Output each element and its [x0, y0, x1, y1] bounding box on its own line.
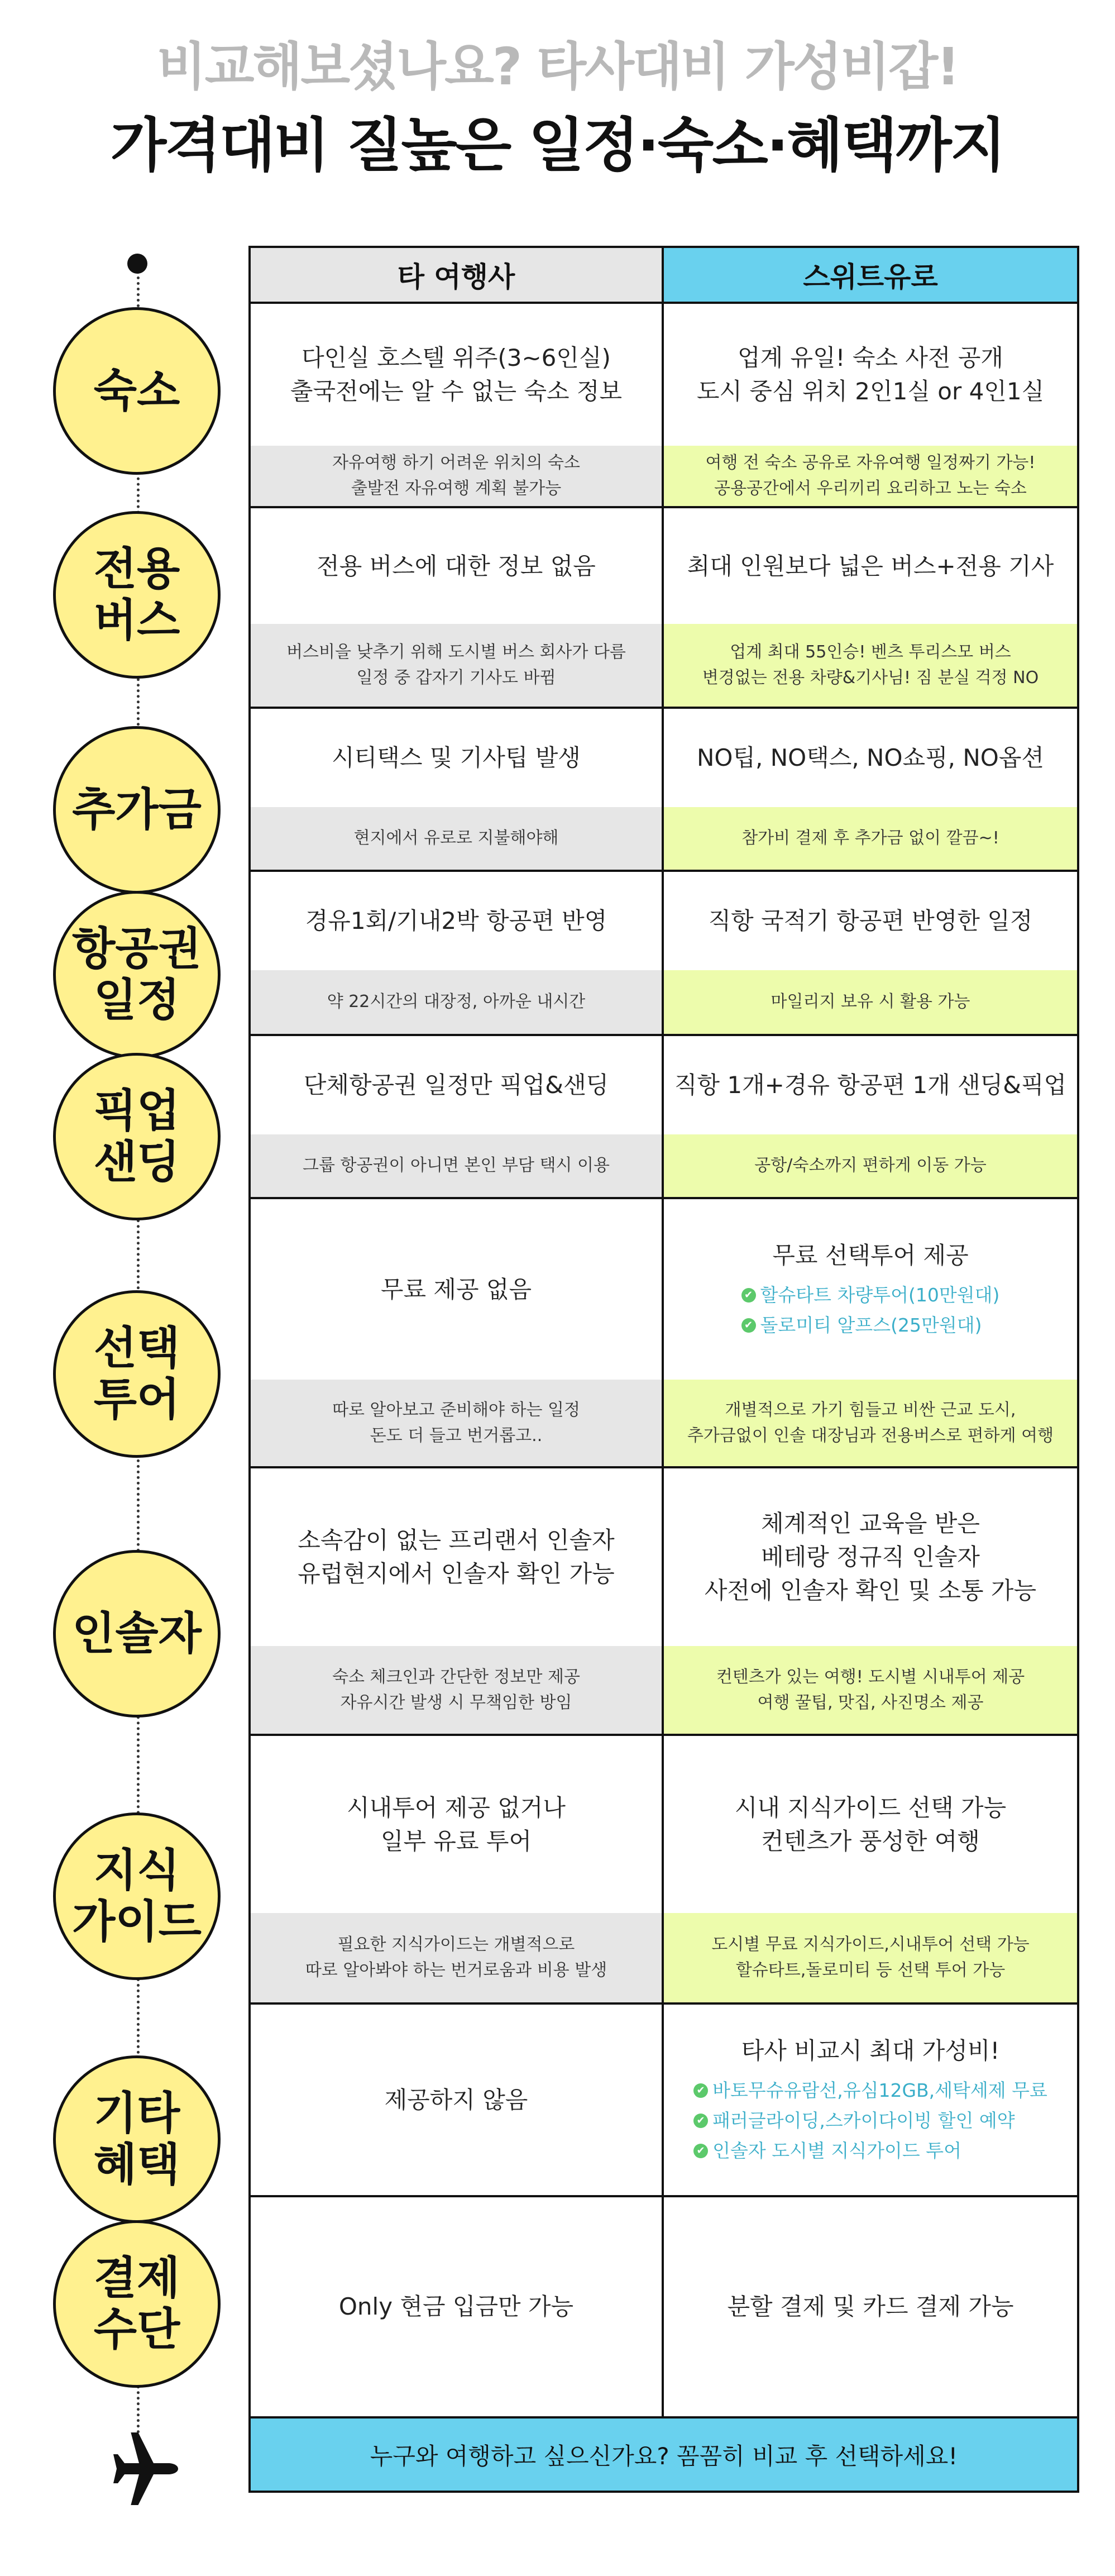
main-text-line: 제공하지 않음: [384, 2086, 528, 2114]
left-main-text: [251, 1199, 662, 1380]
column-header-sweeteuro: 스위트유로: [664, 248, 1077, 302]
left-detail-text: 따로 알아보고 준비해야 하는 일정 돈도 더 들고 번거롭고..: [251, 1380, 662, 1466]
right-main-text: [664, 1736, 1077, 1913]
timeline-start-dot: [127, 254, 147, 274]
category-circle: 숙소: [53, 307, 221, 475]
right-main-text: [664, 872, 1077, 970]
check-icon: ✔: [693, 2083, 708, 2098]
table-row: [251, 1466, 1077, 1734]
feature-text: 할슈타트 차량투어(10만원대): [760, 1284, 1000, 1306]
feature-item: [741, 1280, 1000, 1310]
sweeteuro-cell: [664, 1468, 1077, 1734]
left-main-text: [251, 2197, 662, 2416]
category-circle: 선택 투어: [53, 1290, 221, 1458]
left-main-text: [251, 872, 662, 970]
main-text-line: 도시 중심 위치 2인1실 or 4인1실: [696, 378, 1045, 405]
table-row: [251, 707, 1077, 870]
table-row: [251, 2002, 1077, 2195]
others-cell: [251, 1468, 664, 1734]
headline-subtitle: 비교해보셨나요? 타사대비 가성비갑!: [156, 37, 959, 97]
table-row: [251, 2195, 1077, 2416]
main-text-line: 출국전에는 알 수 없는 숙소 정보: [290, 378, 623, 405]
feature-text: 돌로미티 알프스(25만원대): [760, 1314, 982, 1336]
category-circle: 픽업 샌딩: [53, 1053, 221, 1220]
feature-text: 바토무슈유람선,유심12GB,세탁세제 무료: [712, 2079, 1047, 2101]
category-circle: 결제 수단: [53, 2220, 221, 2388]
others-cell: [251, 872, 664, 1034]
left-detail-text: 숙소 체크인과 간단한 정보만 제공 자유시간 발생 시 무책임한 방임: [251, 1646, 662, 1734]
feature-list: [741, 1280, 1000, 1341]
feature-item: [693, 2106, 1015, 2136]
main-text-line: 무료 제공 없음: [380, 1275, 532, 1303]
category-circle: 항공권 일정: [53, 891, 221, 1058]
sweeteuro-cell: [664, 2197, 1077, 2416]
others-cell: [251, 2005, 664, 2195]
feature-text: 패러글라이딩,스카이다이빙 할인 예약: [712, 2109, 1015, 2131]
left-main-text: [251, 304, 662, 446]
headline-title: 가격대비 질높은 일정·숙소·혜택까지: [110, 111, 1005, 179]
check-icon: ✔: [741, 1288, 756, 1303]
main-text-line: 컨텐츠가 풍성한 여행: [761, 1827, 980, 1855]
main-text-line: 직항 1개+경유 항공편 1개 샌딩&픽업: [674, 1071, 1067, 1099]
main-text-line: 베테랑 정규직 인솔자: [761, 1543, 980, 1571]
sweeteuro-cell: [664, 872, 1077, 1034]
main-text-line: 업계 유일! 숙소 사전 공개: [738, 344, 1003, 371]
main-text-line: 시내 지식가이드 선택 가능: [734, 1793, 1007, 1821]
sweeteuro-cell: [664, 1736, 1077, 2002]
category-circle: 지식 가이드: [53, 1812, 221, 1980]
left-main-text: [251, 1036, 662, 1134]
left-detail-text: 그룹 항공권이 아니면 본인 부담 택시 이용: [251, 1134, 662, 1197]
category-circle: 기타 혜택: [53, 2055, 221, 2223]
main-text-line: 전용 버스에 대한 정보 없음: [317, 552, 596, 580]
footer-banner: 누구와 여행하고 싶으신가요? 꼼꼼히 비교 후 선택하세요!: [251, 2416, 1077, 2491]
main-text-line: 경유1회/기내2박 항공편 반영: [305, 907, 607, 934]
sweeteuro-cell: [664, 2005, 1077, 2195]
table-row: [251, 1034, 1077, 1197]
feature-list: [693, 2076, 1047, 2166]
main-text-line: 직항 국적기 항공편 반영한 일정: [708, 907, 1033, 934]
left-main-text: [251, 1468, 662, 1646]
main-text-line: 유럽현지에서 인솔자 확인 가능: [298, 1560, 615, 1587]
left-main-text: [251, 709, 662, 807]
check-icon: ✔: [693, 2114, 708, 2128]
main-text-line: 시내투어 제공 없거나: [347, 1793, 566, 1821]
main-text-line: NO팁, NO택스, NO쇼핑, NO옵션: [696, 744, 1044, 771]
left-detail-text: 필요한 지식가이드는 개별적으로 따로 알아봐야 하는 번거로움과 비용 발생: [251, 1913, 662, 2002]
main-text-line: 타사 비교시 최대 가성비!: [741, 2036, 1000, 2064]
left-detail-text: 현지에서 유로로 지불해야해: [251, 807, 662, 870]
left-main-text: [251, 2005, 662, 2195]
left-main-text: [251, 508, 662, 624]
others-cell: [251, 304, 664, 506]
right-detail-text: 컨텐츠가 있는 여행! 도시별 시내투어 제공 여행 꿀팁, 맛집, 사진명소 제공: [664, 1646, 1077, 1734]
left-detail-text: 자유여행 하기 어려운 위치의 숙소 출발전 자유여행 계획 불가능: [251, 446, 662, 506]
left-detail-text: 약 22시간의 대장정, 아까운 내시간: [251, 970, 662, 1034]
main-text-line: 사전에 인솔자 확인 및 소통 가능: [704, 1577, 1037, 1604]
category-circle: 인솔자: [53, 1550, 221, 1718]
main-text-line: 체계적인 교육을 받은: [761, 1510, 980, 1537]
table-row: [251, 870, 1077, 1034]
others-cell: [251, 1736, 664, 2002]
others-cell: [251, 709, 664, 870]
main-text-line: 최대 인원보다 넓은 버스+전용 기사: [687, 552, 1054, 580]
category-circle: 전용 버스: [53, 511, 221, 679]
left-main-text: [251, 1736, 662, 1913]
check-icon: ✔: [693, 2144, 708, 2158]
right-detail-text: 개별적으로 가기 힘들고 비싼 근교 도시, 추가금없이 인솔 대장님과 전용버스로 편하게 여행: [664, 1380, 1077, 1466]
main-text-line: Only 현금 입금만 가능: [338, 2293, 574, 2320]
column-header-others: 타 여행사: [251, 248, 664, 302]
feature-item: [693, 2136, 961, 2166]
feature-text: 인솔자 도시별 지식가이드 투어: [712, 2139, 961, 2162]
sweeteuro-cell: [664, 709, 1077, 870]
comparison-table: [248, 246, 1079, 2493]
category-circle: 추가금: [53, 726, 221, 894]
right-detail-text: 업계 최대 55인승! 벤츠 투리스모 버스 변경없는 전용 차량&기사님! 짐 분실 걱정 NO: [664, 624, 1077, 707]
right-detail-text: 공항/숙소까지 편하게 이동 가능: [664, 1134, 1077, 1197]
feature-item: [693, 2076, 1047, 2106]
right-detail-text: 참가비 결제 후 추가금 없이 깔끔~!: [664, 807, 1077, 870]
main-text-line: 분할 결제 및 카드 결제 가능: [727, 2293, 1014, 2320]
right-main-text: [664, 2005, 1077, 2195]
sweeteuro-cell: [664, 1036, 1077, 1197]
right-main-text: [664, 2197, 1077, 2416]
main-text-line: 일부 유료 투어: [380, 1827, 532, 1855]
sweeteuro-cell: [664, 1199, 1077, 1466]
main-text-line: 소속감이 없는 프리랜서 인솔자: [298, 1526, 615, 1554]
others-cell: [251, 1036, 664, 1197]
right-main-text: [664, 709, 1077, 807]
sweeteuro-cell: [664, 304, 1077, 506]
main-text-line: 시티택스 및 기사팁 발생: [332, 744, 581, 771]
table-row: [251, 1197, 1077, 1466]
table-row: [251, 506, 1077, 707]
others-cell: [251, 1199, 664, 1466]
right-detail-text: 도시별 무료 지식가이드,시내투어 선택 가능 할슈타트,돌로미티 등 선택 투어 가능: [664, 1913, 1077, 2002]
main-text-line: 무료 선택투어 제공: [772, 1241, 969, 1269]
right-main-text: [664, 304, 1077, 446]
others-cell: [251, 508, 664, 707]
right-main-text: [664, 508, 1077, 624]
right-detail-text: 마일리지 보유 시 활용 가능: [664, 970, 1077, 1034]
feature-item: [741, 1310, 982, 1341]
main-text-line: 단체항공권 일정만 픽업&샌딩: [303, 1071, 609, 1099]
table-row: [251, 1734, 1077, 2002]
right-detail-text: 여행 전 숙소 공유로 자유여행 일정짜기 가능! 공용공간에서 우리끼리 요리하고 노는 숙소: [664, 446, 1077, 506]
right-main-text: [664, 1199, 1077, 1380]
check-icon: ✔: [741, 1318, 756, 1333]
main-text-line: 다인실 호스텔 위주(3~6인실): [302, 344, 611, 371]
others-cell: [251, 2197, 664, 2416]
airplane-icon: [102, 2432, 191, 2505]
left-detail-text: 버스비을 낮추기 위해 도시별 버스 회사가 다름 일정 중 갑자기 기사도 바뀜: [251, 624, 662, 707]
table-row: [251, 302, 1077, 506]
sweeteuro-cell: [664, 508, 1077, 707]
right-main-text: [664, 1468, 1077, 1646]
right-main-text: [664, 1036, 1077, 1134]
